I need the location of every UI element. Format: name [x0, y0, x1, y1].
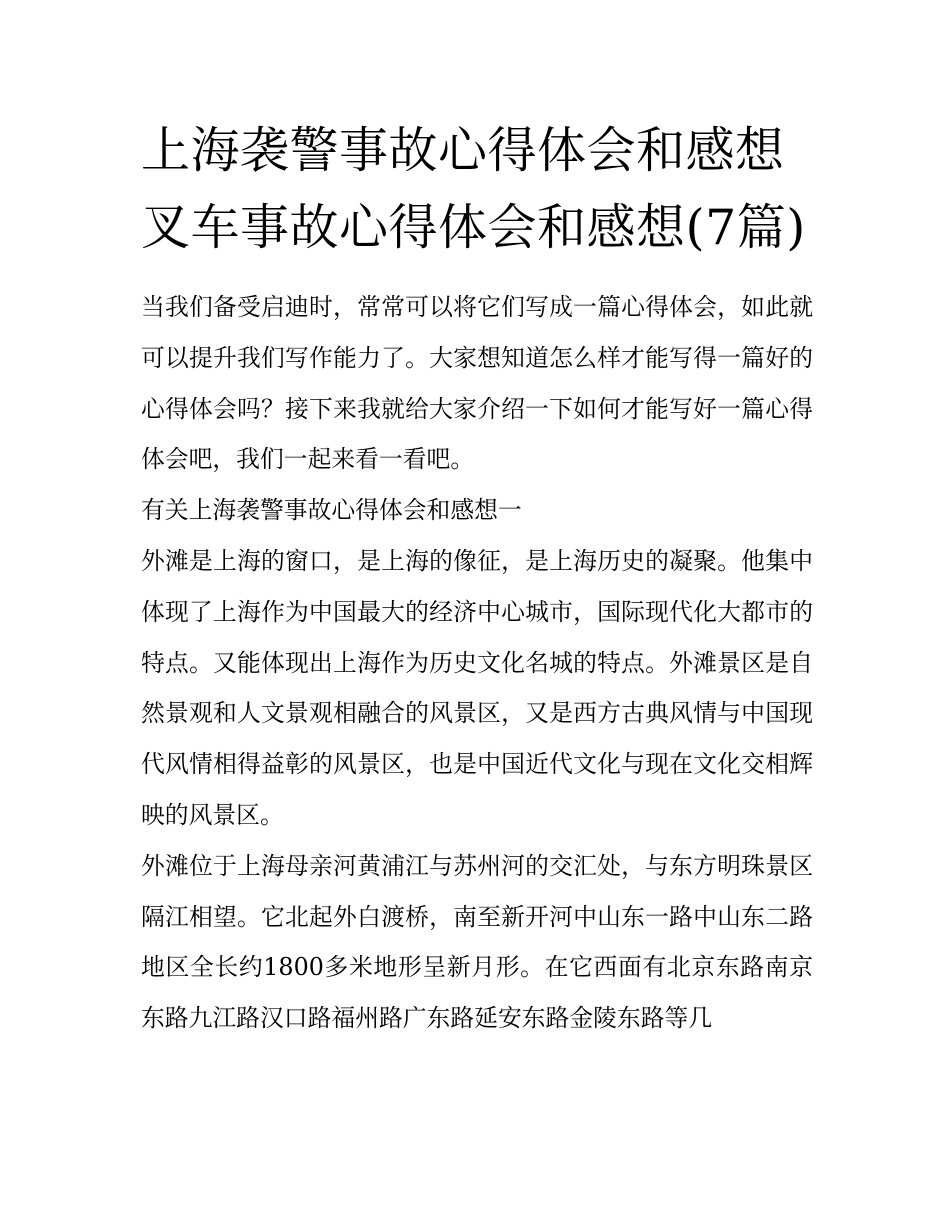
document-title: 上海袭警事故心得体会和感想叉车事故心得体会和感想(7篇): [141, 122, 806, 256]
section-heading: 有关上海袭警事故心得体会和感想一: [141, 496, 522, 525]
body-paragraph: 外滩是上海的窗口，是上海的像征，是上海历史的凝聚。他集中体现了上海作为中国最大的经济中心城市，国际现代化大都市的特点。又能体现出上海作为历史文化名城的特点。外滩景区是自然景观和人文景观相融合的风景区，又是西方古典风情与中国现代风情相得益彰的风景区，也是中国近代文化与现在文化交相辉映的风景区。: [141, 546, 813, 829]
body-paragraph: 外滩位于上海母亲河黄浦江与苏州河的交汇处，与东方明珠景区隔江相望。它北起外白渡桥，南至新开河中山东一路中山东二路地区全长约1800多米地形呈新月形。在它西面有北京东路南京东路九江路汉口路福州路广东路延安东路金陵东路等几: [141, 851, 813, 1033]
intro-paragraph: 当我们备受启迪时，常常可以将它们写成一篇心得体会，如此就可以提升我们写作能力了。大家想知道怎么样才能写得一篇好的心得体会吗？接下来我就给大家介绍一下如何才能写好一篇心得体会吧，我们一起来看一看吧。: [141, 293, 813, 474]
document-page: [141, 112, 813, 1044]
document-body: [141, 282, 813, 1044]
